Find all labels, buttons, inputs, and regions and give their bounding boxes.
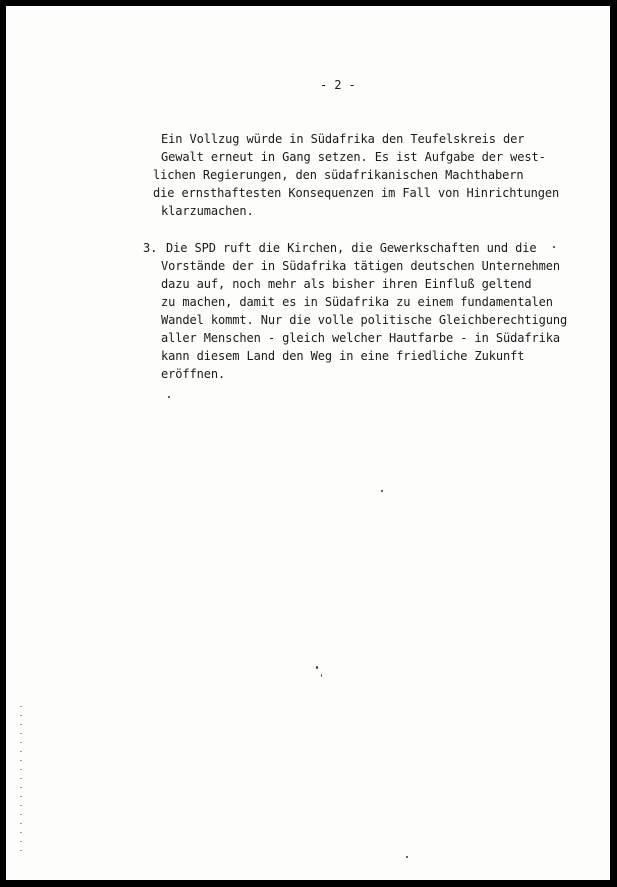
text-line: Wandel kommt. Nur die volle politische Gleichberechtigung xyxy=(161,313,568,327)
text-line: klarzumachen. xyxy=(161,204,254,218)
text-line: zu machen, damit es in Südafrika zu einem fundamentalen xyxy=(161,295,553,309)
text-line: aller Menschen - gleich welcher Hautfarbe - in Südafrika xyxy=(161,331,560,345)
list-item-number: 3. xyxy=(143,241,158,255)
scan-speck xyxy=(168,396,170,398)
text-line: dazu auf, noch mehr als bisher ihren Einfluß geltend xyxy=(161,277,532,291)
text-line: Ein Vollzug würde in Südafrika den Teufelskreis der xyxy=(161,132,525,146)
text-line: Die SPD ruft die Kirchen, die Gewerkschaften und die xyxy=(166,241,537,255)
scan-speck xyxy=(406,856,408,858)
text-line: kann diesem Land den Weg in eine friedliche Zukunft xyxy=(161,349,525,363)
page-number: - 2 - xyxy=(320,78,356,92)
scan-speck xyxy=(316,666,318,669)
list-item-paragraph xyxy=(161,239,581,383)
paragraph-continuation xyxy=(153,130,581,220)
document-page xyxy=(6,6,610,880)
text-line: Vorstände der in Südafrika tätigen deutschen Unternehmen xyxy=(161,259,560,273)
text-line: Gewalt erneut in Gang setzen. Es ist Aufgabe der west- xyxy=(161,150,546,164)
scan-speck xyxy=(381,490,383,492)
text-line: lichen Regierungen, den südafrikanischen Machthabern xyxy=(153,168,524,182)
scan-speck xyxy=(553,246,555,248)
scan-margin-marks xyxy=(20,706,22,856)
text-line: die ernsthaftesten Konsequenzen im Fall von Hinrichtungen xyxy=(153,186,560,200)
text-line: eröffnen. xyxy=(161,367,226,381)
scan-speck xyxy=(321,674,322,677)
